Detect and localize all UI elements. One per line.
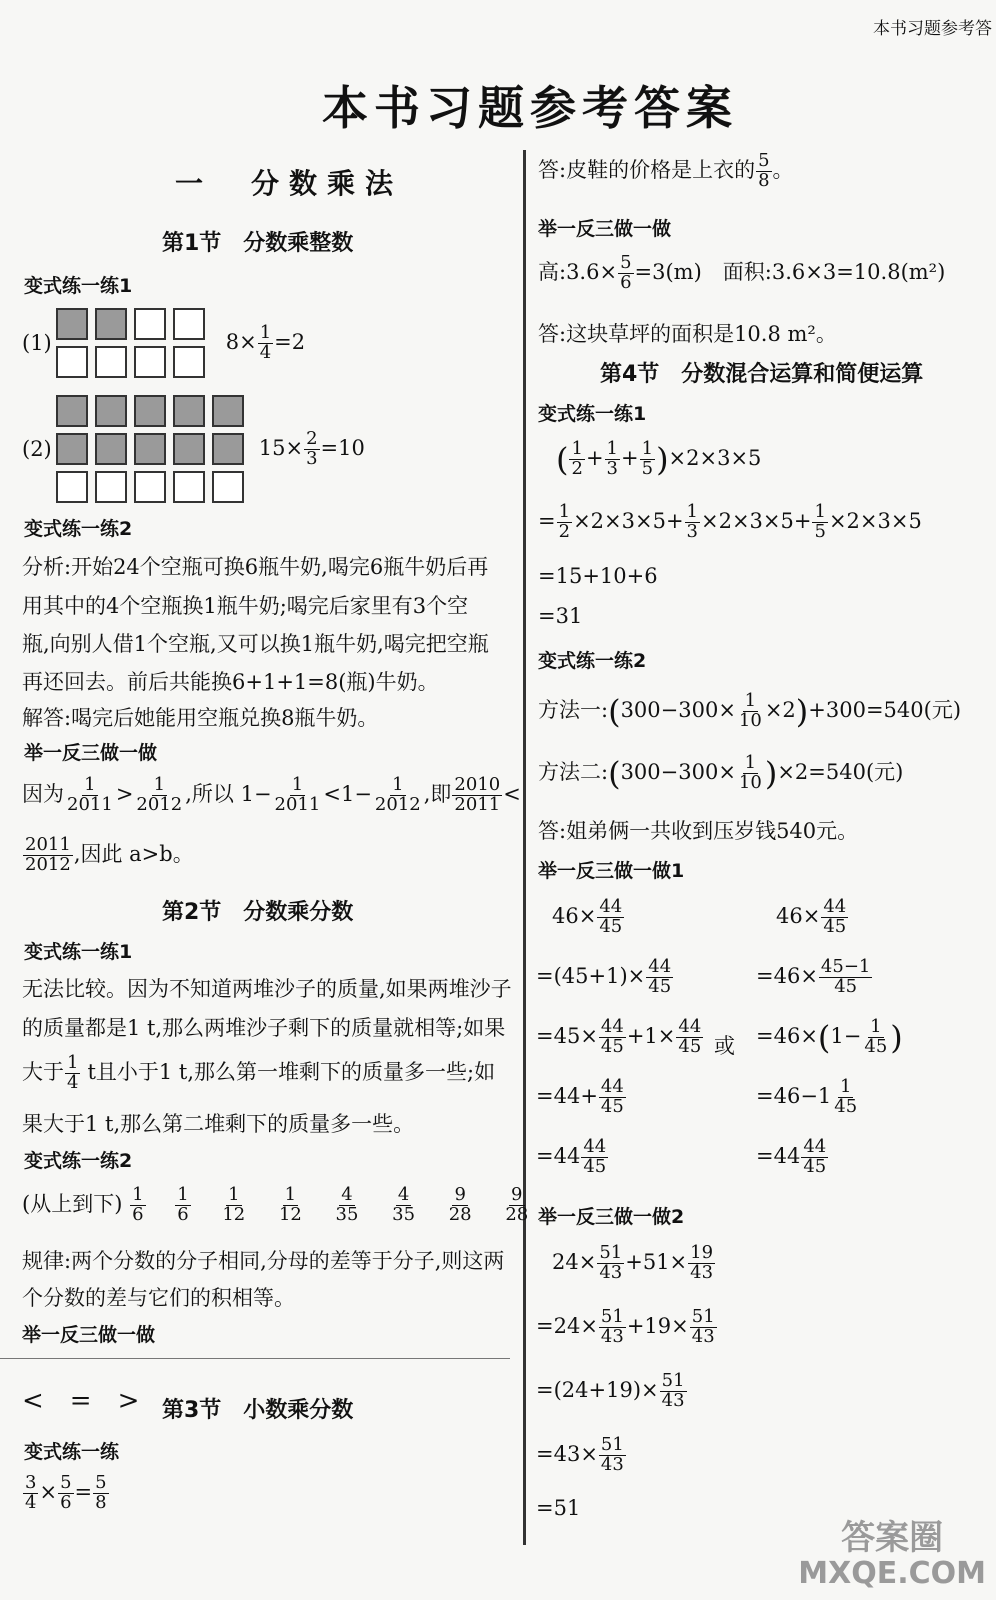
- practice-label: 举一反三做一做1: [538, 860, 685, 882]
- paragraph-line: 果大于1 t,那么第二堆剩下的质量多一些。: [22, 1112, 415, 1136]
- method-2: 方法二:(300−300× $\frac{1}{10}$ )×2=540(元): [538, 752, 904, 793]
- comparison-line-2: $\frac{2011}{2012}$ ,因此 a>b。: [25, 834, 194, 875]
- grid-problem-2: [22, 395, 365, 503]
- rule-line: 规律:两个分数的分子相同,分母的差等于分子,则这两: [22, 1249, 505, 1273]
- problem-number: (2): [22, 437, 52, 461]
- analysis-line: 分析:开始24个空瓶可换6瓶牛奶,喝完6瓶牛奶后再: [22, 555, 489, 579]
- or-label: 或: [714, 1034, 735, 1058]
- grid-cell: [134, 346, 166, 378]
- watermark: 答案圈 MXQE.COM: [798, 1517, 986, 1591]
- section-3-heading: 第3节 小数乘分数: [162, 1398, 354, 1423]
- sequence-fraction: $\frac{1}{6}$: [177, 1184, 189, 1225]
- exercise-label: 变式练一练1: [24, 275, 133, 297]
- grid-cell: [95, 346, 127, 378]
- running-header: 本书习题参考答: [873, 19, 992, 39]
- practice-label: 举一反三做一做2: [538, 1206, 685, 1228]
- grid-cell-shaded: [95, 433, 127, 465]
- fraction-grid-4x2: [56, 308, 212, 378]
- grid-cell-shaded: [173, 395, 205, 427]
- calc-b-1: 46× $\frac{44}{45}$: [776, 896, 847, 937]
- calc-b-2: =46× $\frac{45-1}{45}$: [756, 956, 871, 997]
- column-divider: [523, 150, 526, 1545]
- grid-cell-shaded: [134, 395, 166, 427]
- calc2-1: 24× $\frac{51}{43}$ +51× $\frac{19}{43}$: [552, 1242, 714, 1283]
- page-title: 本书习题参考答案: [322, 81, 738, 135]
- paragraph-line: 无法比较。因为不知道两堆沙子的质量,如果两堆沙子: [22, 977, 512, 1001]
- grid-cell-shaded: [95, 395, 127, 427]
- mixed-step-3: =15+10+6: [538, 564, 658, 588]
- section-2-heading: 第2节 分数乘分数: [162, 900, 354, 925]
- answer-line: 解答:喝完后她能用空瓶兑换8瓶牛奶。: [22, 706, 379, 730]
- sequence-fraction: $\frac{9}{28}$: [505, 1184, 529, 1225]
- grid-cell-shaded: [212, 395, 244, 427]
- grid-cell-shaded: [212, 433, 244, 465]
- calc-a-4: =44+ $\frac{44}{45}$: [536, 1076, 624, 1117]
- sequence-fraction: $\frac{9}{28}$: [448, 1184, 472, 1225]
- exercise-label: 变式练一练: [24, 1441, 120, 1463]
- calc-b-5: =44 $\frac{44}{45}$: [756, 1136, 827, 1177]
- exercise-label: 变式练一练1: [538, 403, 647, 425]
- calc-b-3: =46×(1− $\frac{1}{45}$ ): [756, 1016, 903, 1057]
- chapter-heading: 一 分数乘法: [175, 167, 404, 200]
- grid-cell: [212, 471, 244, 503]
- practice-label: 举一反三做一做: [22, 1324, 156, 1346]
- calc-a-3: =45× $\frac{44}{45}$ +1× $\frac{44}{45}$: [536, 1016, 702, 1057]
- grid-equation-2: 15× $\frac{2}{3}$ =10: [258, 427, 365, 469]
- paragraph-line: 的质量都是1 t,那么两堆沙子剩下的质量就相等;如果: [22, 1016, 506, 1040]
- grid-cell: [56, 346, 88, 378]
- sequence-fraction: $\frac{4}{35}$: [335, 1184, 359, 1225]
- section-4-heading: 第4节 分数混合运算和简便运算: [600, 362, 924, 387]
- exercise-label: 变式练一练2: [24, 518, 133, 540]
- comparison-line: 因为 $\frac{1}{2011}$ > $\frac{1}{2012}$ ,所以 1− $\frac{1}{2011}$ <1− $\frac{1}{2012}$ ,即 $\frac{2010}{2011}$ <: [22, 774, 521, 815]
- grid-cell: [56, 471, 88, 503]
- calc2-4: =43× $\frac{51}{43}$: [536, 1434, 624, 1475]
- calc-a-2: =(45+1)× $\frac{44}{45}$: [536, 956, 672, 997]
- grid-cell-shaded: [56, 433, 88, 465]
- rule-line-divider: [0, 1358, 510, 1359]
- practice-label: 举一反三做一做: [24, 742, 158, 764]
- grid-cell-shaded: [95, 308, 127, 340]
- grid-cell: [173, 346, 205, 378]
- exercise-label: 变式练一练1: [24, 941, 133, 963]
- practice-label: 举一反三做一做: [538, 218, 672, 240]
- grid-cell: [173, 308, 205, 340]
- exercise-label: 变式练一练2: [24, 1150, 133, 1172]
- calc2-2: =24× $\frac{51}{43}$ +19× $\frac{51}{43}$: [536, 1306, 715, 1347]
- grid-cell-shaded: [173, 433, 205, 465]
- method-1: 方法一:(300−300× $\frac{1}{10}$ ×2)+300=540(元): [538, 690, 962, 731]
- comparison-symbols: < = >: [22, 1386, 140, 1416]
- rule-line: 个分数的差与它们的积相等。: [22, 1286, 295, 1310]
- grid-cell-shaded: [134, 433, 166, 465]
- grid-cell-shaded: [56, 395, 88, 427]
- grid-cell: [134, 471, 166, 503]
- grid-equation-1: 8× $\frac{1}{4}$ =2: [225, 321, 306, 363]
- calc2-5: =51: [536, 1496, 581, 1520]
- calc-a-5: =44 $\frac{44}{45}$: [536, 1136, 607, 1177]
- grid-cell: [95, 471, 127, 503]
- mixed-step-1: ( $\frac{1}{2}$ + $\frac{1}{3}$ + $\frac{1}{5}$ )×2×3×5: [556, 438, 762, 479]
- section-1-heading: 第1节 分数乘整数: [162, 231, 354, 256]
- product-equation: $\frac{3}{4}$ × $\frac{5}{6}$ = $\frac{5}{8}$: [25, 1472, 107, 1513]
- fraction-grid-5x3: [56, 395, 251, 503]
- answer-area: 答:这块草坪的面积是10.8 m²。: [538, 322, 837, 346]
- exercise-label: 变式练一练2: [538, 650, 647, 672]
- sequence-fraction: $\frac{4}{35}$: [392, 1184, 416, 1225]
- calc-b-4: =46−1 $\frac{1}{45}$: [756, 1076, 858, 1117]
- mixed-step-4: =31: [538, 604, 583, 628]
- mixed-step-2: = $\frac{1}{2}$ ×2×3×5+ $\frac{1}{3}$ ×2×3×5+ $\frac{1}{5}$ ×2×3×5: [538, 501, 922, 542]
- grid-problem-1: [22, 308, 305, 378]
- analysis-line: 用其中的4个空瓶换1瓶牛奶;喝完后家里有3个空: [22, 594, 469, 618]
- answer-shoes: 答:皮鞋的价格是上衣的 $\frac{5}{8}$ 。: [538, 150, 794, 191]
- sequence-fraction: $\frac{1}{12}$: [222, 1184, 246, 1225]
- grid-cell: [134, 308, 166, 340]
- calc-a-1: 46× $\frac{44}{45}$: [552, 896, 623, 937]
- problem-number: (1): [22, 331, 52, 355]
- grid-cell: [173, 471, 205, 503]
- paragraph-line-fraction: 大于 $\frac{1}{4}$ t且小于1 t,那么第一堆剩下的质量多一些;如: [22, 1052, 496, 1093]
- fraction-sequence: (从上到下) $\frac{1}{6}$ $\frac{1}{6}$ $\frac{1}{12}$ $\frac{1}{12}$ $\frac{4}{35}$ $\frac{4}{35}$ $\frac{9}{28}$ $\frac{9}{28}$: [22, 1184, 529, 1225]
- answer-money: 答:姐弟俩一共收到压岁钱540元。: [538, 819, 859, 843]
- analysis-line: 瓶,向别人借1个空瓶,又可以换1瓶牛奶,喝完把空瓶: [22, 632, 489, 656]
- sequence-fraction: $\frac{1}{12}$: [278, 1184, 302, 1225]
- analysis-line: 再还回去。前后共能换6+1+1=8(瓶)牛奶。: [22, 670, 439, 694]
- grid-cell-shaded: [56, 308, 88, 340]
- sequence-fraction: $\frac{1}{6}$: [132, 1184, 144, 1225]
- calc2-3: =(24+19)× $\frac{51}{43}$: [536, 1370, 685, 1411]
- height-area-line: 高:3.6× $\frac{5}{6}$ =3(m) 面积:3.6×3=10.8(m²): [538, 252, 946, 293]
